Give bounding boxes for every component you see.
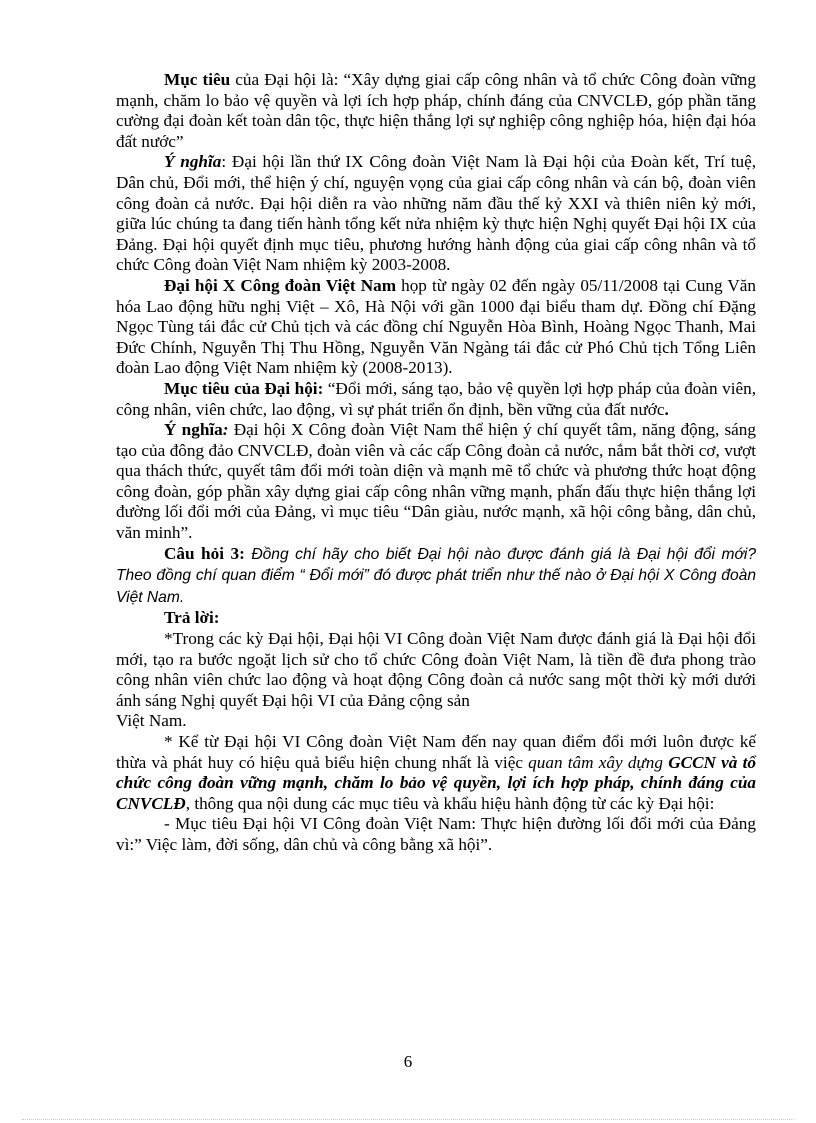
page-content (116, 70, 756, 856)
paragraph-text: họp từ ngày 02 đến ngày 05/11/2008 tại Cung Văn hóa Lao động hữu nghị Việt – Xô, Hà Nội với gần 1000 đại biểu tham dự. Đồng chí Đặng Ngọc Tùng tái đắc cử Chủ tịch và các đồng chí Nguyễn Hòa Bình, Hoàng Ngọc Thanh, Mai Đức Chính, Nguyễn Thị Thu Hồng, Nguyễn Văn Ngàng tái đắc cử Phó Chủ tịch Tổng Liên đoàn Lao động Việt Nam nhiệm kỳ (2008-2013). (116, 275, 757, 378)
paragraph-cau-hoi-3 (116, 544, 756, 609)
paragraph-dai-hoi-x (116, 276, 756, 379)
paragraph-answer-1-tail: Việt Nam. (116, 711, 187, 731)
label-tra-loi: Trả lời: (164, 608, 220, 628)
question-text: Đồng chí hãy cho biết Đại hội nào được đánh giá là Đại hội đổi mới? Theo đồng chí quan điểm “ Đổi mới” đó được phát triển như thế nào ở Đại hội X Công đoàn Việt Nam. (116, 545, 757, 606)
paragraph-text: “Đổi mới, sáng tạo, bảo vệ quyền lợi hợp pháp của đoàn viên, công nhân, viên chức, lao động, vì sự phát triển ổn định, bền vững của đất nước (116, 378, 756, 419)
paragraph-end-mark: . (664, 399, 669, 419)
paragraph-text: của Đại hội là: “Xây dựng giai cấp công nhân và tổ chức Công đoàn vững mạnh, chăm lo bảo vệ quyền và lợi ích hợp pháp, chính đáng của CNVCLĐ, góp phần tăng cường đại đoàn kết toàn dân tộc, thực hiện thắng lợi sự nghiệp công nghiệp hóa, hiện đại hóa đất nước” (116, 70, 756, 151)
paragraph-muc-tieu-dh-x (116, 379, 756, 420)
paragraph-tra-loi (116, 608, 756, 629)
paragraph-text: *Trong các kỳ Đại hội, Đại hội VI Công đoàn Việt Nam được đánh giá là Đại hội đổi mới, tạo ra bước ngoặt lịch sử cho tổ chức Công đoàn Việt Nam, là tiền đề đưa phong trào công nhân viên chức lao động và hoạt động Công đoàn cả nước sang một thời kỳ mới dưới ánh sáng Nghị quyết Đại hội VI của Đảng cộng sản (116, 629, 756, 710)
paragraph-y-nghia-dh-x (116, 420, 756, 544)
paragraph-text: : Đại hội lần thứ IX Công đoàn Việt Nam là Đại hội của Đoàn kết, Trí tuệ, Dân chủ, Đổi mới, thể hiện ý chí, nguyện vọng của giai cấp công nhân và cán bộ, đoàn viên công đoàn cả nước. Đại hội diễn ra vào những năm đầu thế kỷ XXI và thiên niên kỷ mới, giữa lúc chúng ta đang tiến hành tổng kết nửa nhiệm kỳ thực hiện Nghị quyết Đại hội IX của Đảng. Đại hội quyết định mục tiêu, phương hướng hành động của giai cấp công nhân và tổ chức Công đoàn Việt Nam nhiệm kỳ 2003-2008. (116, 152, 756, 275)
bold-italic-emphasis: GCCN và tổ chức công đoàn vững mạnh, chăm lo bảo vệ quyền, lợi ích hợp pháp, chính đáng của CNVCLĐ (116, 752, 756, 813)
paragraph-text: * Kể từ Đại hội VI Công đoàn Việt Nam đến nay quan điểm đổi mới luôn được kế thừa và phát huy có hiệu quả biểu hiện chung nhất là việc (116, 732, 756, 772)
paragraph-text: , thông qua nội dung các mục tiêu và khẩu hiệu hành động từ các kỳ Đại hội: (185, 793, 715, 813)
label-dai-hoi-x: Đại hội X Công đoàn Việt Nam (164, 275, 397, 295)
label-cau-hoi-3: Câu hỏi 3: (164, 543, 245, 563)
paragraph-answer-1 (116, 629, 756, 711)
page-number: 6 (403, 1052, 413, 1071)
paragraph-answer-3 (116, 814, 756, 855)
label-colon: : (222, 420, 229, 440)
paragraph-answer-2 (116, 732, 756, 814)
paragraph-muc-tieu-dh-ix (116, 70, 756, 152)
label-y-nghia-x: Ý nghĩa (164, 420, 223, 440)
paragraph-text: - Mục tiêu Đại hội VI Công đoàn Việt Nam: Thực hiện đường lối đổi mới của Đảng vì:” Việc làm, đời sống, dân chủ và công bằng xã hội”. (116, 814, 756, 854)
label-muc-tieu: Mục tiêu (164, 70, 231, 89)
page-bottom-rule (22, 1119, 794, 1120)
label-muc-tieu-dai-hoi: Mục tiêu của Đại hội: (164, 378, 324, 398)
italic-emphasis: quan tâm xây dựng (528, 752, 669, 772)
label-y-nghia: Ý nghĩa (164, 152, 222, 172)
paragraph-y-nghia-dh-ix (116, 152, 756, 276)
paragraph-text: Đại hội X Công đoàn Việt Nam thể hiện ý chí quyết tâm, năng động, sáng tạo của đông đảo CNVCLĐ, đoàn viên và các cấp Công đoàn cả nước, nắm bắt thời cơ, vượt qua thách thức, quyết tâm đổi mới toàn diện và mạnh mẽ tổ chức và phương thức hoạt động công đoàn, góp phần xây dựng giai cấp công nhân vững mạnh, phấn đấu thực hiện thắng lợi đường lối đổi mới của Đảng, vì mục tiêu “Dân giàu, nước mạnh, xã hội công bằng, dân chủ, văn minh”. (116, 420, 756, 543)
